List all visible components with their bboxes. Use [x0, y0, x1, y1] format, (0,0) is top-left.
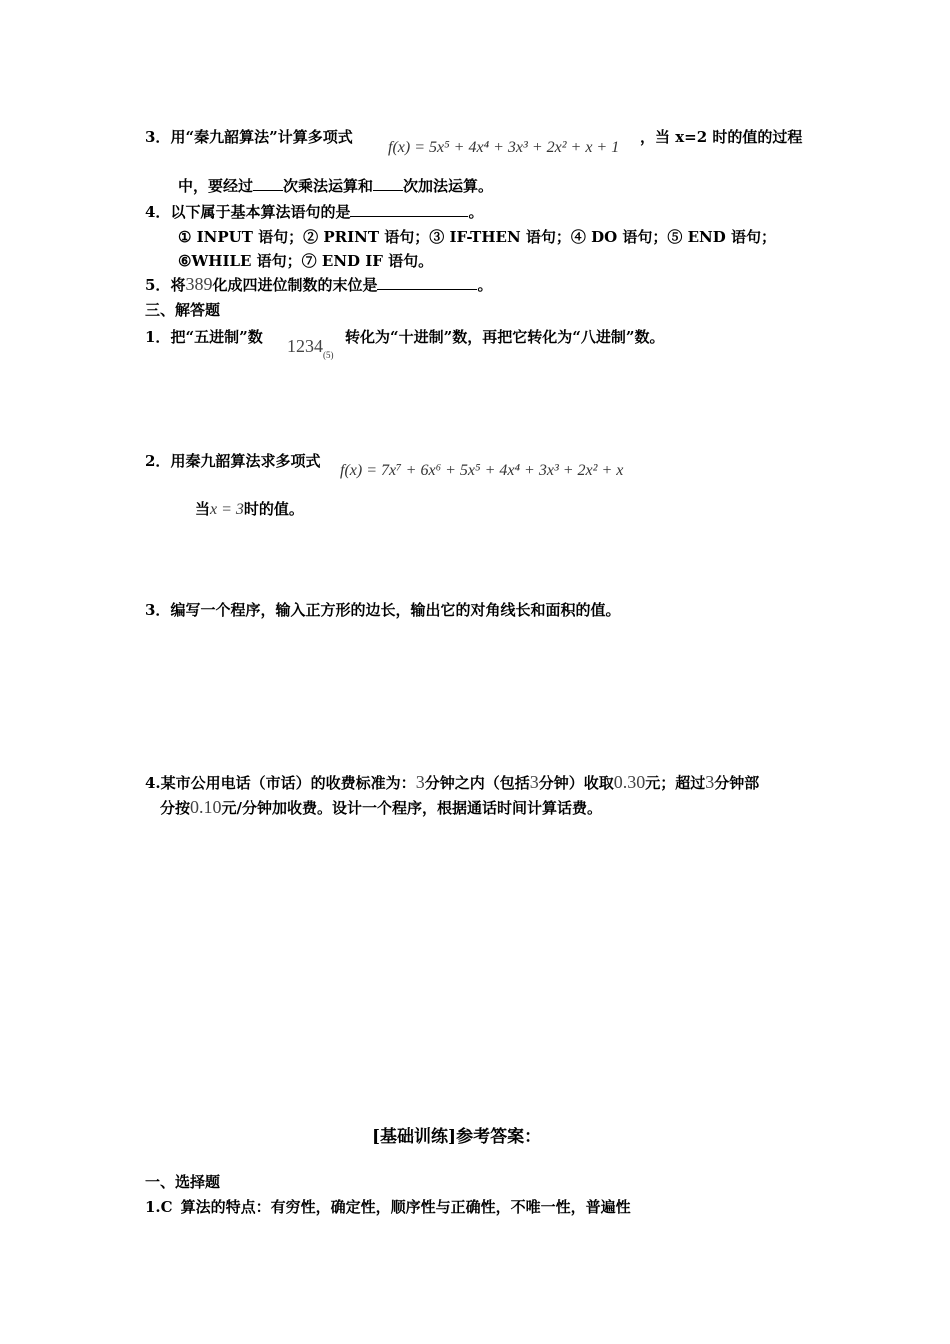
answer-text: 算法的特点：有穷性，确定性，顺序性与正确性，不唯一性，普遍性: [180, 1198, 631, 1216]
number-value: 1234: [287, 336, 323, 356]
question-text: 化成四进位制数的末位是: [212, 276, 378, 294]
answer-blank[interactable]: [373, 176, 403, 191]
solve-question-2: [145, 451, 320, 471]
answer-blank[interactable]: [350, 202, 468, 217]
question-text: 分钟）收取: [538, 774, 614, 792]
solve-question-3: [145, 600, 620, 620]
question-text: 某市公用电话（市话）的收费标准为：: [160, 774, 416, 792]
number-value: 0.30: [613, 772, 646, 792]
solve-question-2-line2: [195, 499, 304, 520]
question-text: 元；超过: [645, 774, 706, 792]
question-text: 分钟部: [714, 774, 760, 792]
base5-number: [287, 336, 334, 360]
answer-1: [145, 1197, 631, 1217]
question-number: 2．: [145, 452, 171, 470]
answers-section-heading: 一、选择题: [145, 1173, 221, 1191]
question-text: 以下属于基本算法语句的是: [170, 203, 351, 221]
solve-question-4-line2: [160, 797, 602, 818]
question-3-line1-end: ，当 x=2 时的值的过程: [640, 128, 803, 146]
question-text: 次乘法运算和: [283, 177, 374, 195]
question-text: 。: [477, 276, 493, 294]
question-number: 3．: [145, 128, 171, 146]
answer-number: 1.C: [145, 1198, 173, 1216]
solve-question-4-line1: [145, 772, 759, 793]
question-text: 将: [170, 276, 186, 294]
solve-question-1: [145, 327, 263, 347]
question-4-options-line1: ① INPUT 语句；② PRINT 语句；③ IF-THEN 语句；④ DO 语句；⑤ END 语句；: [178, 228, 776, 246]
question-text: 用秦九韶算法求多项式: [170, 452, 321, 470]
question-number: 3．: [145, 601, 171, 619]
question-text: 元/分钟加收费。设计一个程序，根据通话时间计算话费。: [221, 799, 602, 817]
variable-value: x = 3: [210, 501, 244, 518]
question-4-options-line2: ⑥WHILE 语句；⑦ END IF 语句。: [178, 252, 434, 270]
number-value: 0.10: [190, 797, 222, 817]
question-number: 1．: [145, 328, 171, 346]
number-value: 3: [705, 772, 715, 792]
question-text: 把“五进制”数: [170, 328, 263, 346]
question-text: 当: [195, 500, 211, 518]
question-5-line: [145, 274, 492, 295]
number-value: 3: [529, 772, 539, 792]
question-4-line1: [145, 202, 483, 222]
question-text: 时的值。: [243, 500, 304, 518]
number-value: 3: [415, 772, 425, 792]
question-text: 次加法运算。: [403, 177, 494, 195]
question-number: 5．: [145, 276, 171, 294]
question-text: 用“秦九韶算法”计算多项式: [170, 128, 353, 146]
question-3-line1: [145, 127, 353, 147]
number-value: 389: [185, 274, 213, 294]
polynomial-formula-2: f(x) = 7x⁷ + 6x⁶ + 5x⁵ + 4x⁴ + 3x³ + 2x² + x: [340, 462, 624, 479]
answer-blank[interactable]: [253, 176, 283, 191]
question-number: 4．: [145, 203, 171, 221]
polynomial-formula: f(x) = 5x⁵ + 4x⁴ + 3x³ + 2x² + x + 1: [388, 139, 620, 156]
question-text: 。: [468, 203, 484, 221]
section-heading: 三、解答题: [145, 301, 221, 319]
question-text: 中，要经过: [178, 177, 254, 195]
solve-question-1-end: 转化为“十进制”数，再把它转化为“八进制”数。: [345, 328, 665, 346]
question-text: 分钟之内（包括: [424, 774, 530, 792]
number-base: (5): [323, 350, 334, 360]
answers-title: [基础训练]参考答案：: [372, 1127, 542, 1147]
question-number: 4.: [145, 774, 161, 792]
question-text: 编写一个程序，输入正方形的边长，输出它的对角线长和面积的值。: [170, 601, 621, 619]
answer-blank[interactable]: [377, 275, 477, 290]
question-text: 分按: [160, 799, 191, 817]
question-3-line2: [178, 176, 493, 196]
